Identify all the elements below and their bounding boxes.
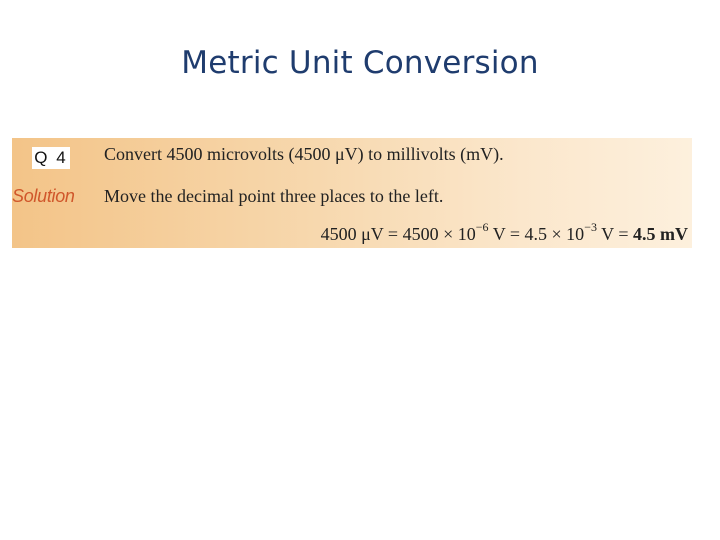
equation-term-1 <box>402 220 506 244</box>
solution-label: Solution <box>12 186 75 206</box>
equals-sign: = <box>387 224 399 244</box>
term-2-unit: V <box>601 224 614 244</box>
equation-term-2 <box>524 220 614 244</box>
question-text: Convert 4500 microvolts (4500 μV) to millivolts (mV). <box>104 144 504 164</box>
term-1-unit: V <box>492 224 506 244</box>
equals-sign: = <box>509 224 521 244</box>
term-1-exponent: −6 <box>475 220 489 234</box>
solution-step: Move the decimal point three places to the left. <box>104 186 444 206</box>
term-2-base: 4.5 × 10 <box>524 224 585 244</box>
problem-box <box>12 138 692 248</box>
solution-equation <box>321 222 688 245</box>
term-1-base: 4500 × 10 <box>402 224 476 244</box>
equation-lhs: 4500 μV <box>320 224 384 244</box>
slide-title: Metric Unit Conversion <box>181 45 539 81</box>
equals-sign: = <box>618 224 629 244</box>
question-number: Q 4 <box>32 147 70 169</box>
term-2-exponent: −3 <box>584 220 597 234</box>
equation-answer: 4.5 mV <box>633 224 688 244</box>
